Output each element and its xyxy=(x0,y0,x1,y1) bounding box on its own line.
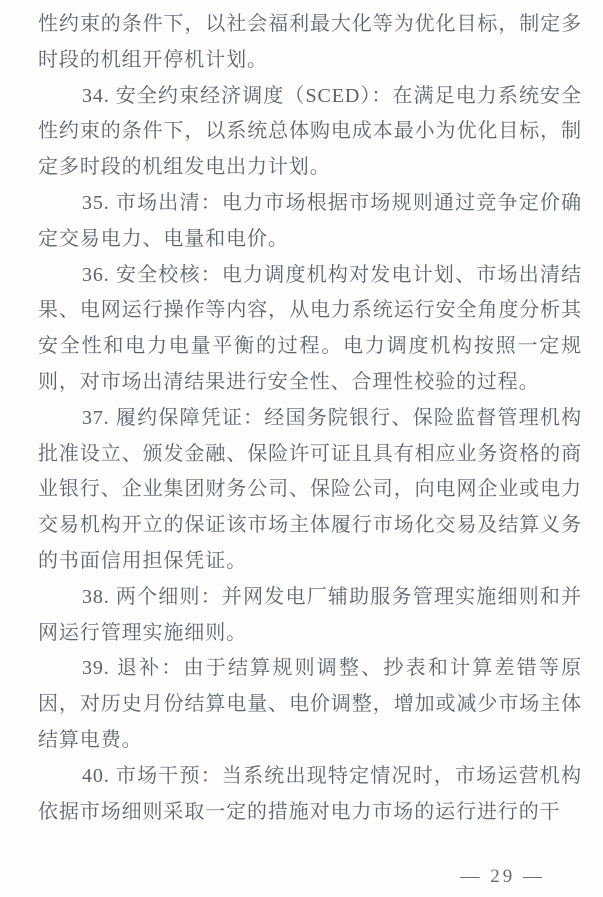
paragraph-item-40: 40. 市场干预：当系统出现特定情况时，市场运营机构依据市场细则采取一定的措施对电力市场的运行进行的干 xyxy=(38,764,582,823)
text-column xyxy=(38,7,582,830)
paragraph-continuation: 性约束的条件下，以社会福利最大化等为优化目标，制定多时段的机组开停机计划。 xyxy=(38,13,582,71)
paragraph-item-37: 37. 履约保障凭证：经国务院银行、保险监督管理机构批准设立、颁发金融、保险许可证且具有相应业务资格的商业银行、企业集团财务公司、保险公司，向电网企业或电力交易机构开立的保证该市场主体履行市场化交易及结算义务的书面信用担保凭证。 xyxy=(38,406,582,572)
paragraph-item-35: 35. 市场出清：电力市场根据市场规则通过竞争定价确定交易电力、电量和电价。 xyxy=(38,191,582,250)
page-number: — 29 — xyxy=(460,866,545,887)
paragraph-item-38: 38. 两个细则：并网发电厂辅助服务管理实施细则和并网运行管理实施细则。 xyxy=(38,585,582,644)
paragraph-item-39: 39. 退补：由于结算规则调整、抄表和计算差错等原因，对历史月份结算电量、电价调整，增加或减少市场主体结算电费。 xyxy=(38,657,582,751)
paragraph-item-34: 34. 安全约束经济调度（SCED）：在满足电力系统安全性约束的条件下，以系统总体购电成本最小为优化目标，制定多时段的机组发电出力计划。 xyxy=(38,84,582,179)
paragraph-item-36: 36. 安全校核：电力调度机构对发电计划、市场出清结果、电网运行操作等内容，从电力系统运行安全角度分析其安全性和电力电量平衡的过程。电力调度机构按照一定规则，对市场出清结果进行安全性、合理性校验的过程。 xyxy=(38,263,582,393)
